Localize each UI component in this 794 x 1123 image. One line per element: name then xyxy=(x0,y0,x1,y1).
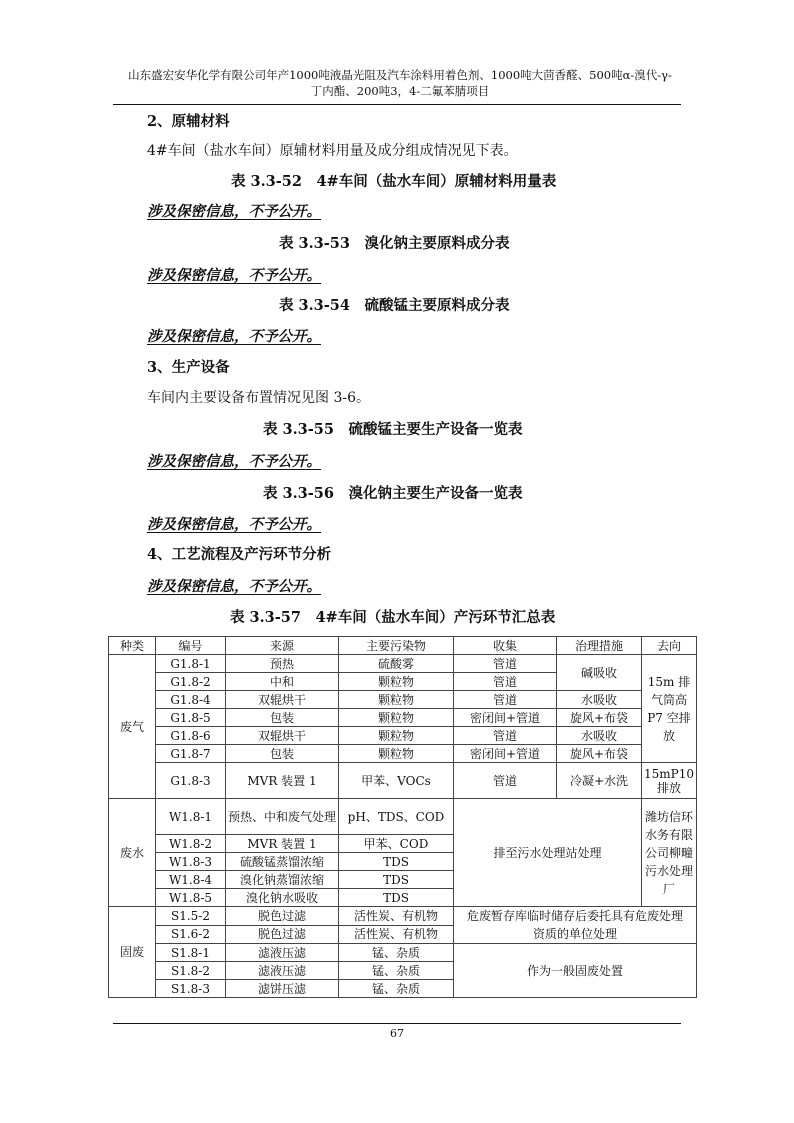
cell-pollutant: 锰、杂质 xyxy=(339,980,454,998)
cell-id: S1.8-2 xyxy=(156,962,226,980)
page-number: 67 xyxy=(390,1027,404,1040)
pollution-summary-table xyxy=(108,636,697,998)
paragraph-equipment: 车间内主要设备布置情况见图 3-6。 xyxy=(147,390,370,406)
col-header-destination: 去向 xyxy=(642,637,697,655)
table-row xyxy=(109,745,697,763)
cell-pollutant: 活性炭、有机物 xyxy=(339,925,454,944)
paragraph-raw-materials: 4#车间（盐水车间）原辅材料用量及成分组成情况见下表。 xyxy=(147,143,518,159)
cell-treatment: 旋风+布袋 xyxy=(557,709,642,727)
category-waste-water: 废水 xyxy=(109,799,156,907)
category-waste-gas: 废气 xyxy=(109,655,156,799)
cell-id: S1.5-2 xyxy=(156,907,226,926)
page-header-line2: 丁内酯、200吨3，4-二氟苯腈项目 xyxy=(310,84,490,98)
cell-pollutant: 颗粒物 xyxy=(339,727,454,745)
cell-source: 硫酸锰蒸馏浓缩 xyxy=(226,853,339,871)
cell-pollutant: 活性炭、有机物 xyxy=(339,907,454,926)
table-caption-3-3-57: 表 3.3-57 4#车间（盐水车间）产污环节汇总表 xyxy=(230,609,556,626)
confidential-notice: 涉及保密信息，不予公开。 xyxy=(147,203,321,220)
col-header-source: 来源 xyxy=(226,637,339,655)
cell-destination: 15mP10排放 xyxy=(642,763,697,799)
table-row xyxy=(109,691,697,709)
page-header-line1: 山东盛宏安华化学有限公司年产1000吨液晶光阻及汽车涂料用着色剂、1000吨大茴香醛、500吨α-溴代-γ- xyxy=(128,68,672,82)
cell-source: MVR 装置 1 xyxy=(226,835,339,853)
table-row xyxy=(109,655,697,673)
cell-pollutant: TDS xyxy=(339,871,454,889)
cell-collection: 管道 xyxy=(454,763,557,799)
col-header-treatment: 治理措施 xyxy=(557,637,642,655)
cell-id: W1.8-2 xyxy=(156,835,226,853)
cell-source: 滤液压滤 xyxy=(226,962,339,980)
section-heading-equipment: 3、生产设备 xyxy=(147,359,230,376)
cell-collection: 管道 xyxy=(454,673,557,691)
confidential-notice: 涉及保密信息，不予公开。 xyxy=(147,578,321,595)
cell-id: W1.8-5 xyxy=(156,889,226,907)
cell-source: 滤饼压滤 xyxy=(226,980,339,998)
cell-treatment: 冷凝+水洗 xyxy=(557,763,642,799)
table-caption-3-3-54: 表 3.3-54 硫酸锰主要原料成分表 xyxy=(279,297,510,314)
cell-pollutant: 颗粒物 xyxy=(339,691,454,709)
destination-text: 15m 排气筒高P7 空排放 xyxy=(647,674,691,743)
table-row xyxy=(109,763,697,799)
cell-source: 脱色过滤 xyxy=(226,925,339,944)
cell-collection: 密闭间+管道 xyxy=(454,709,557,727)
cell-collection: 管道 xyxy=(454,691,557,709)
cell-source: 包装 xyxy=(226,745,339,763)
confidential-notice: 涉及保密信息，不予公开。 xyxy=(147,328,321,345)
table-row xyxy=(109,799,697,835)
cell-id: G1.8-3 xyxy=(156,763,226,799)
cell-pollutant: 硫酸雾 xyxy=(339,655,454,673)
cell-hazardous-disposal: 危废暂存库临时储存后委托具有危废处理资质的单位处理 xyxy=(454,907,697,944)
cell-collection: 管道 xyxy=(454,727,557,745)
category-solid-waste: 固废 xyxy=(109,907,156,998)
cell-source: 预热、中和废气处理 xyxy=(226,799,339,835)
cell-id: W1.8-4 xyxy=(156,871,226,889)
cell-id: S1.8-1 xyxy=(156,944,226,962)
col-header-id: 编号 xyxy=(156,637,226,655)
table-caption-3-3-56: 表 3.3-56 溴化钠主要生产设备一览表 xyxy=(263,485,523,502)
table-caption-3-3-52: 表 3.3-52 4#车间（盐水车间）原辅材料用量表 xyxy=(231,173,557,190)
cell-pollutant: 锰、杂质 xyxy=(339,944,454,962)
confidential-notice: 涉及保密信息，不予公开。 xyxy=(147,516,321,533)
cell-destination: 潍坊信环水务有限公司柳疃污水处理厂 xyxy=(642,799,697,907)
cell-treatment: 旋风+布袋 xyxy=(557,745,642,763)
confidential-notice: 涉及保密信息，不予公开。 xyxy=(147,267,321,284)
cell-pollutant: pH、TDS、COD xyxy=(339,799,454,835)
cell-collection: 管道 xyxy=(454,655,557,673)
cell-id: S1.8-3 xyxy=(156,980,226,998)
table-row xyxy=(109,727,697,745)
cell-source: 溴化钠水吸收 xyxy=(226,889,339,907)
cell-id: W1.8-1 xyxy=(156,799,226,835)
cell-treatment: 水吸收 xyxy=(557,691,642,709)
cell-collection: 密闭间+管道 xyxy=(454,745,557,763)
cell-source: 双辊烘干 xyxy=(226,727,339,745)
col-header-pollutant: 主要污染物 xyxy=(339,637,454,655)
cell-source: 双辊烘干 xyxy=(226,691,339,709)
col-header-collection: 收集 xyxy=(454,637,557,655)
cell-source: 预热 xyxy=(226,655,339,673)
table-row xyxy=(109,944,697,962)
table-caption-3-3-53: 表 3.3-53 溴化钠主要原料成分表 xyxy=(279,235,510,252)
cell-general-disposal: 作为一般固废处置 xyxy=(454,944,697,998)
footer-divider xyxy=(113,1023,681,1024)
table-header-row xyxy=(109,637,697,655)
cell-pollutant: TDS xyxy=(339,853,454,871)
cell-source: MVR 装置 1 xyxy=(226,763,339,799)
cell-id: G1.8-2 xyxy=(156,673,226,691)
cell-pollutant: 锰、杂质 xyxy=(339,962,454,980)
cell-pollutant: 颗粒物 xyxy=(339,709,454,727)
cell-source: 中和 xyxy=(226,673,339,691)
cell-treatment: 水吸收 xyxy=(557,727,642,745)
cell-collection-treatment: 排至污水处理站处理 xyxy=(454,799,642,907)
cell-id: W1.8-3 xyxy=(156,853,226,871)
section-heading-process: 4、工艺流程及产污环节分析 xyxy=(147,546,332,563)
cell-id: G1.8-7 xyxy=(156,745,226,763)
cell-treatment: 碱吸收 xyxy=(557,655,642,691)
cell-source: 脱色过滤 xyxy=(226,907,339,926)
col-header-category: 种类 xyxy=(109,637,156,655)
confidential-notice: 涉及保密信息，不予公开。 xyxy=(147,453,321,470)
cell-id: G1.8-1 xyxy=(156,655,226,673)
table-row xyxy=(109,907,697,926)
cell-pollutant: 甲苯、COD xyxy=(339,835,454,853)
cell-id: G1.8-4 xyxy=(156,691,226,709)
header-divider xyxy=(113,104,681,105)
cell-pollutant: 颗粒物 xyxy=(339,745,454,763)
cell-source: 滤液压滤 xyxy=(226,944,339,962)
cell-id: G1.8-6 xyxy=(156,727,226,745)
cell-pollutant: 颗粒物 xyxy=(339,673,454,691)
cell-id: S1.6-2 xyxy=(156,925,226,944)
cell-source: 包装 xyxy=(226,709,339,727)
cell-destination xyxy=(642,655,697,763)
table-row xyxy=(109,709,697,727)
cell-id: G1.8-5 xyxy=(156,709,226,727)
table-caption-3-3-55: 表 3.3-55 硫酸锰主要生产设备一览表 xyxy=(263,421,523,438)
section-heading-raw-materials: 2、原辅材料 xyxy=(147,113,230,130)
cell-pollutant: TDS xyxy=(339,889,454,907)
cell-source: 溴化钠蒸馏浓缩 xyxy=(226,871,339,889)
cell-pollutant: 甲苯、VOCs xyxy=(339,763,454,799)
